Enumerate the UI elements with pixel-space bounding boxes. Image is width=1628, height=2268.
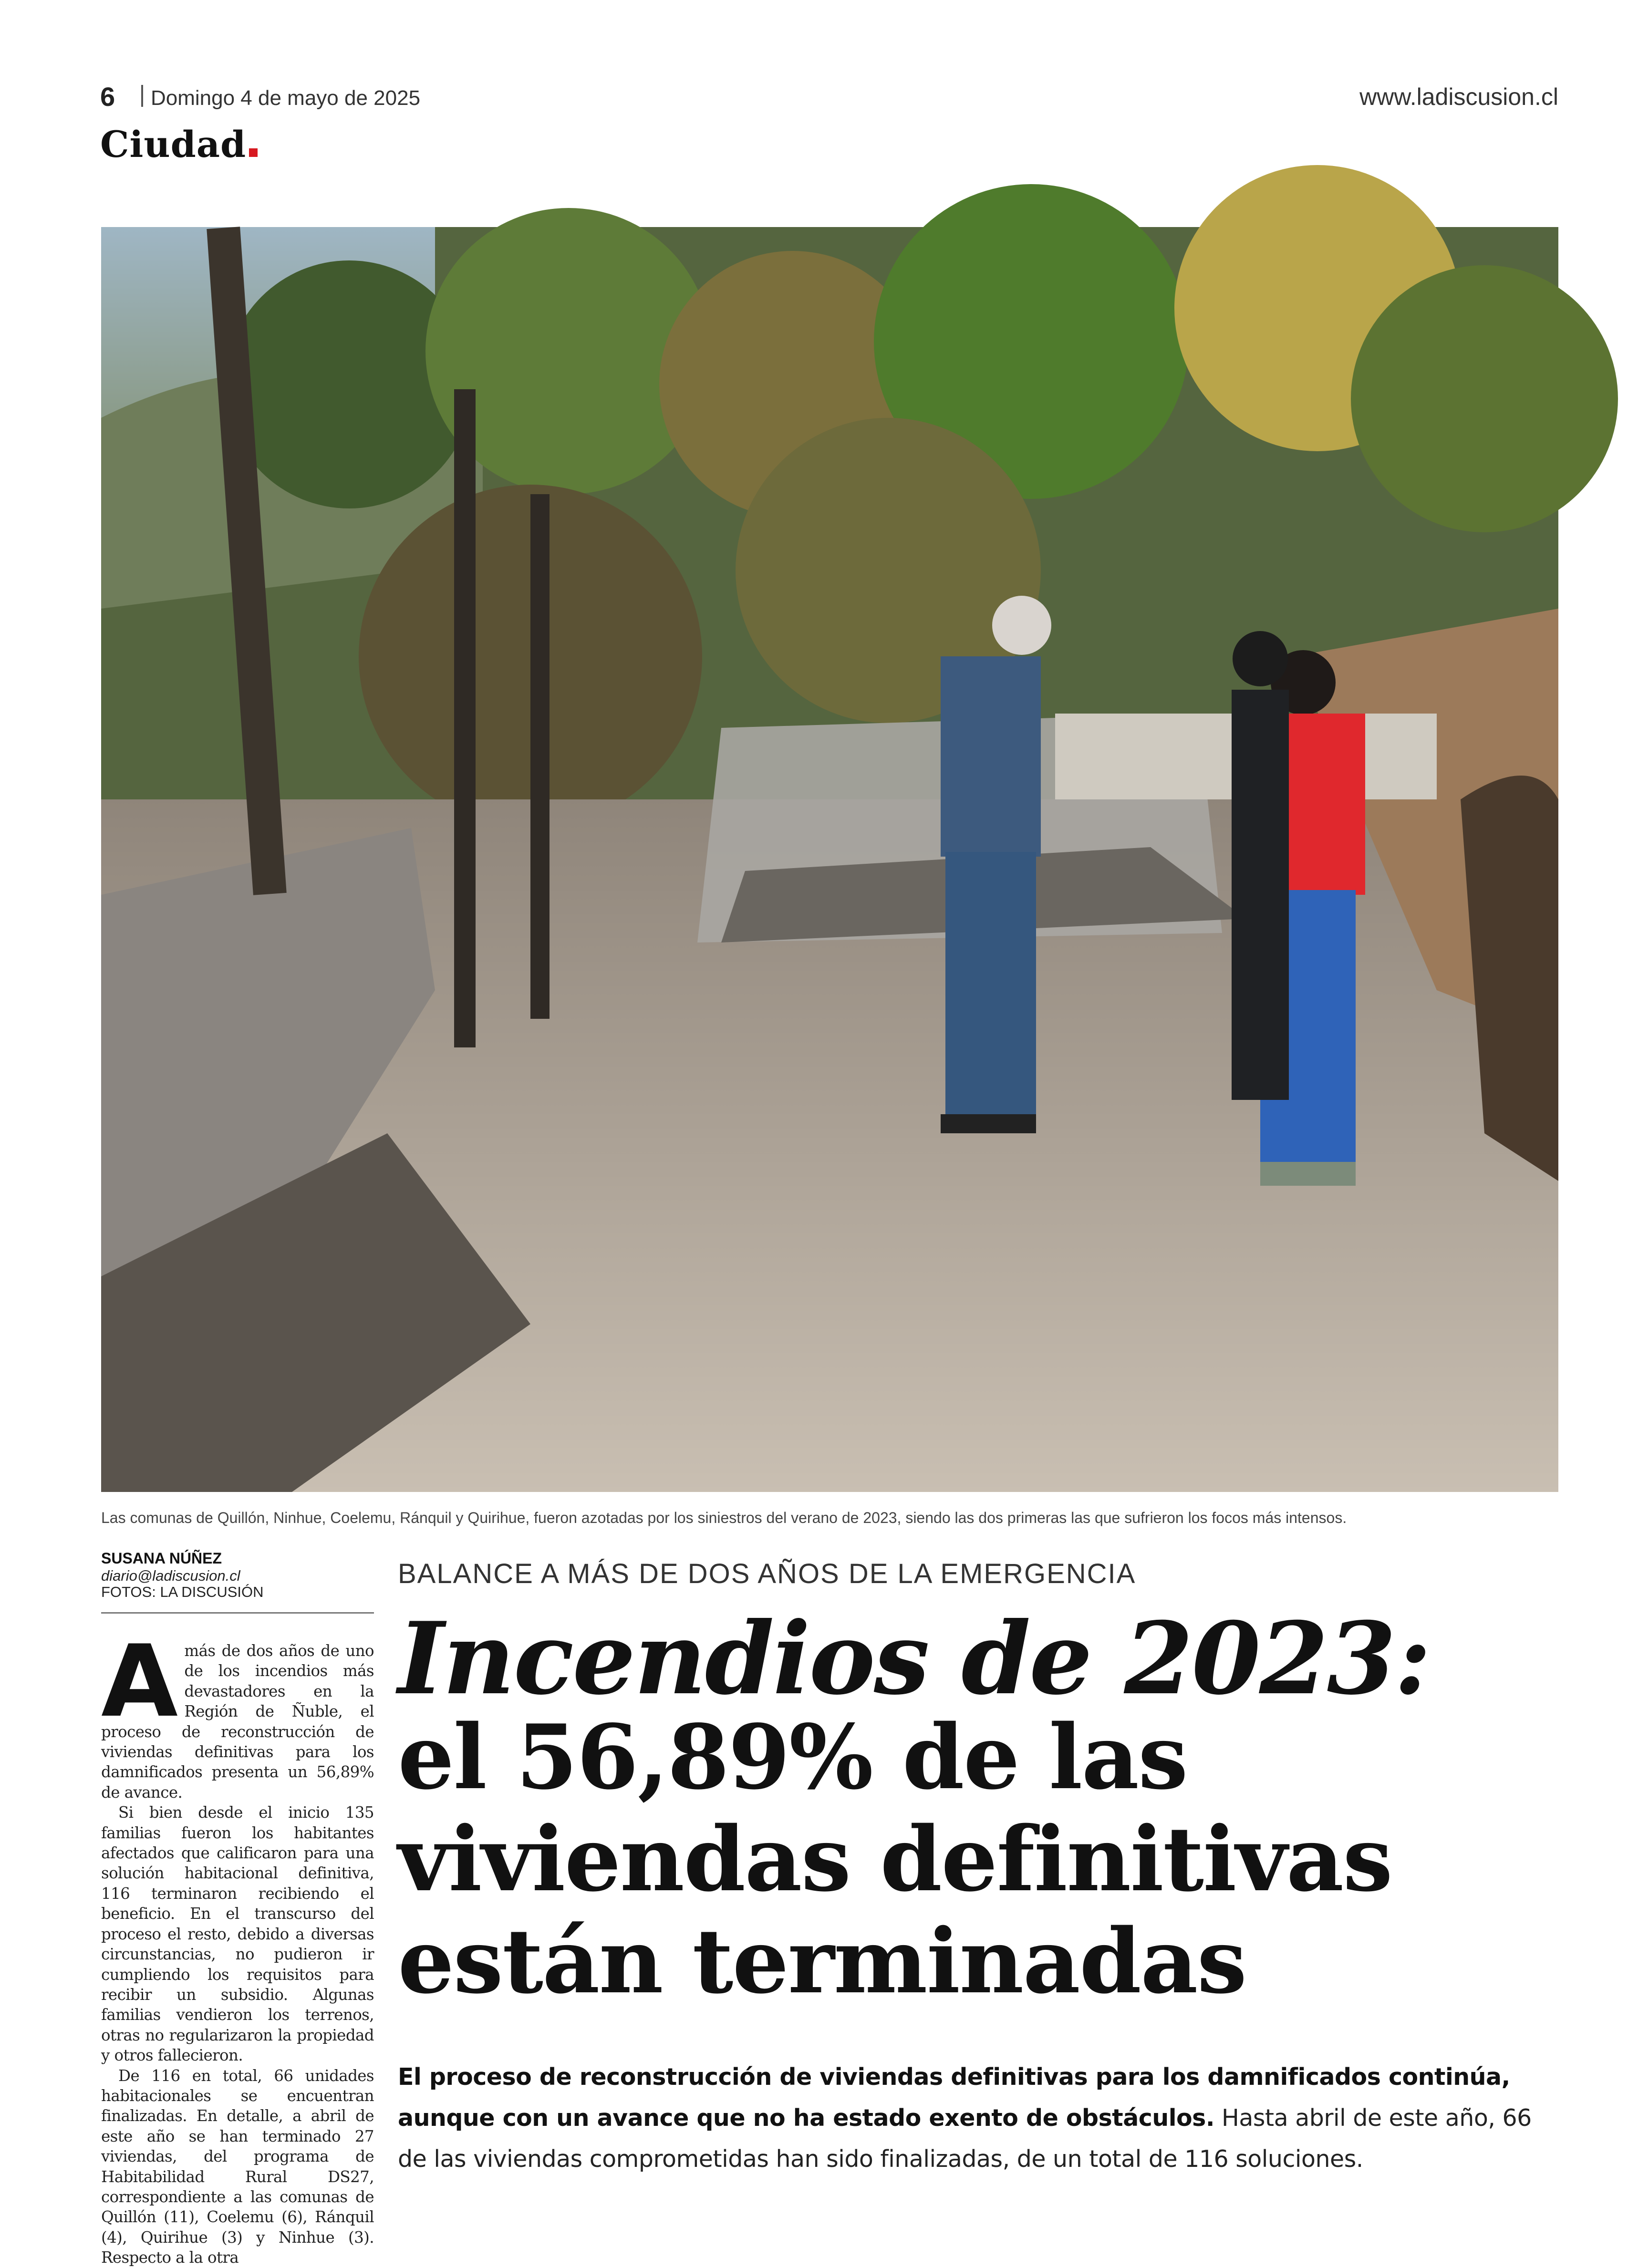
headline-line-2: el 56,89% de las (398, 1705, 1187, 1809)
deck-regular: Hasta abril de este año, 66 de las viviendas comprometidas han sido finalizadas, de un total de 116 soluciones. (398, 2104, 1532, 2173)
drop-cap: A (101, 1624, 178, 1740)
section-label: Ciudad (100, 123, 247, 166)
lead-photo (101, 227, 1558, 1492)
paragraph (101, 1624, 374, 1802)
byline-email[interactable]: diario@ladiscusion.cl (101, 1567, 240, 1584)
article-kicker: BALANCE A MÁS DE DOS AÑOS DE LA EMERGENCIA (398, 1558, 1136, 1589)
byline-photo-credit: FOTOS: LA DISCUSIÓN (101, 1584, 264, 1600)
page-number: 6 (100, 82, 115, 112)
section-accent-dot (249, 148, 258, 157)
paragraph: Si bien desde el inicio 135 familias fueron los habitantes afectados que calificaron para una solución habitacional definitiva, 116 terminaron recibiendo el beneficio. En el transcurso del proceso el resto, debido a diversas circunstancias, no pudieron ir cumpliendo los requisitos para recibir un subsidio. Algunas familias vendieron los terrenos, otras no regularizaron la propiedad y otros fallecieron. (101, 1803, 374, 2065)
publication-date: Domingo 4 de mayo de 2025 (151, 86, 421, 110)
website-url[interactable]: www.ladiscusion.cl (1359, 83, 1558, 110)
headline-line-1: Incendios de 2023: (398, 1601, 1430, 1717)
paragraph-text: más de dos años de uno de los incendios más devastadores en la Región de Ñuble, el proceso de reconstrucción de viviendas definitivas para los damnificados presenta un 56,89% de avance. (101, 1642, 374, 1802)
headline-line-3: viviendas definitivas (398, 1807, 1392, 1911)
header-divider (141, 85, 143, 107)
article-body (101, 1624, 374, 2267)
paragraph: De 116 en total, 66 unidades habitacionales se encuentran finalizadas. En detalle, a abril de este año se han terminado 27 viviendas, del programa de Habitabilidad Rural DS27, correspondiente a las comunas de Quillón (11), Coelemu (6), Ránquil (4), Quirihue (3) y Ninhue (3). Respecto a la otra (101, 2066, 374, 2267)
byline-divider (101, 1612, 374, 1614)
deck-bold: El proceso de reconstrucción de viviendas definitivas para los damnificados continúa, aunque con un avance que no ha estado exento de obstáculos. (398, 2063, 1510, 2132)
photo-caption: Las comunas de Quillón, Ninhue, Coelemu, Ránquil y Quirihue, fueron azotadas por los siniestros del verano de 2023, siendo las dos primeras las que sufrieron los focos más intensos. (101, 1509, 1347, 1526)
article-deck (398, 2057, 1562, 2180)
headline-line-4: están terminadas (398, 1909, 1246, 2013)
byline-author: SUSANA NÚÑEZ (101, 1550, 222, 1567)
section-title (100, 123, 258, 166)
